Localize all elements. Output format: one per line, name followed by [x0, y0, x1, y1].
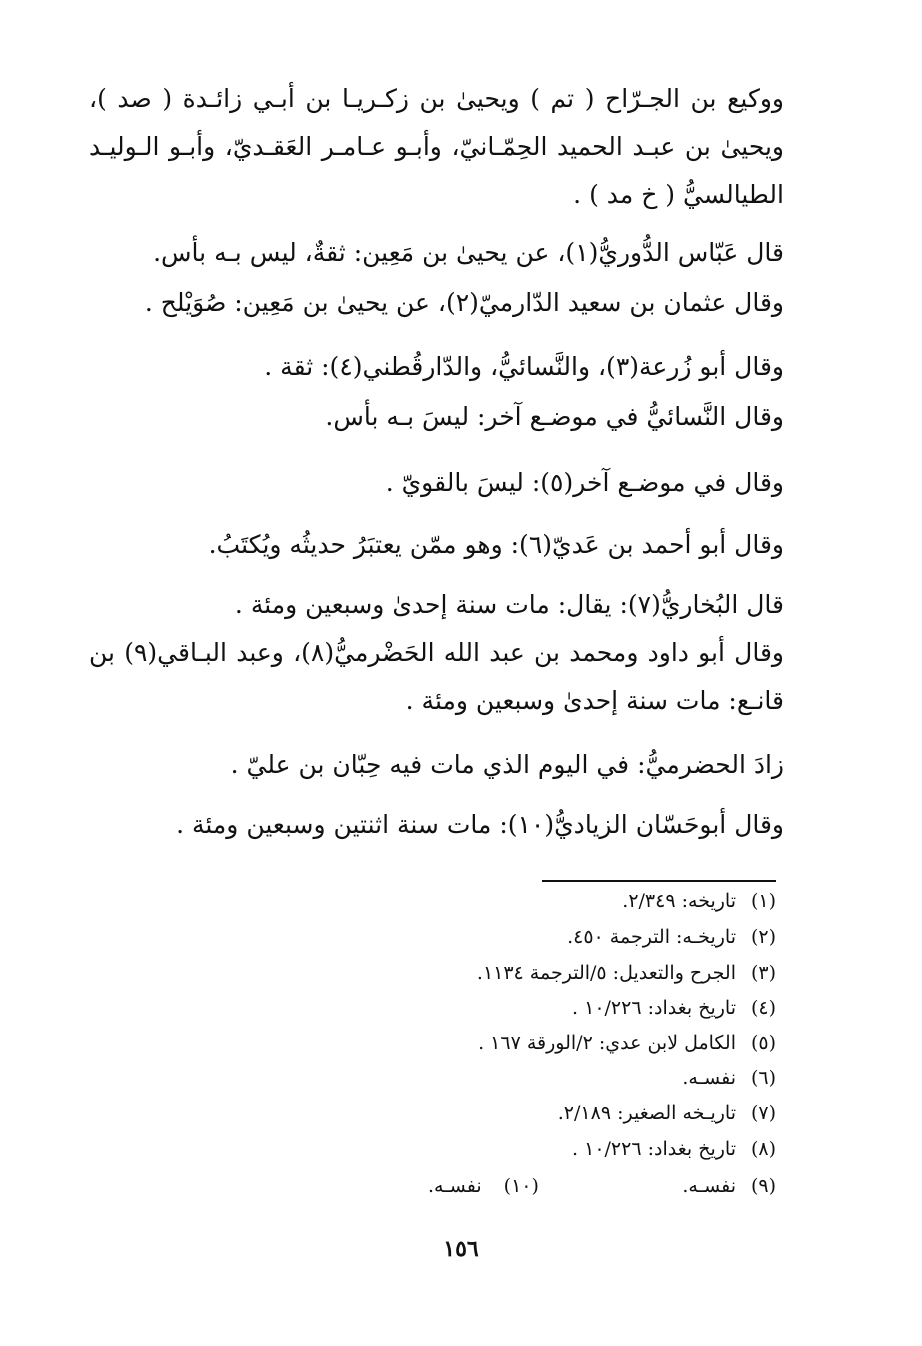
footnote-text: تاريخ بغداد: ١٠/٢٢٦ .: [572, 997, 736, 1019]
footnote-text: تاريـخه الصغير: ٢/١٨٩.: [557, 1102, 736, 1124]
footnote-number: (٤): [750, 997, 776, 1019]
footnote-text: نفسـه.: [428, 1175, 482, 1197]
footnote-number: (٩): [750, 1175, 776, 1197]
footnote: [572, 997, 776, 1019]
page-number: ١٥٦: [443, 1236, 479, 1262]
text-line: قانـع: مات سنة إحدىٰ وسبعين ومئة .: [405, 686, 784, 715]
footnote: [478, 1032, 776, 1054]
footnote-number: (١٠): [503, 1175, 539, 1197]
footnote-text: الجرح والتعديل: ٥/الترجمة ١١٣٤.: [476, 962, 736, 984]
footnote-number: (٢): [750, 926, 776, 948]
footnote-text: نفسـه.: [682, 1067, 736, 1089]
text-line: زادَ الحضرميُّ: في اليوم الذي مات فيه حِبّان بن عليّ .: [230, 750, 784, 779]
footnote: [428, 1175, 539, 1197]
footnote: [558, 1102, 776, 1124]
footnote-text: تاريخه: ٢/٣٤٩.: [622, 890, 736, 912]
text-line: وقال النَّسائيُّ في موضـع آخر: ليسَ بـه بأس.: [325, 402, 784, 431]
footnote: [572, 1138, 776, 1160]
footnote: [682, 1067, 776, 1089]
text-line: وقال أبو أحمد بن عَديّ(٦): وهو ممّن يعتبَرُ حديثُه ويُكتَبُ.: [208, 530, 784, 559]
footnote-text: تاريخـه: الترجمة ٤٥٠.: [567, 926, 736, 948]
footnote-text: تاريخ بغداد: ١٠/٢٢٦ .: [572, 1138, 736, 1160]
text-line: وقال أبو زُرعة(٣)، والنَّسائيُّ، والدّارقُطني(٤): ثقة .: [264, 352, 784, 381]
text-line: ويحيىٰ بن عبـد الحميد الحِمّـانيّ، وأبـو عـامـر العَقـديّ، وأبـو الـوليـد: [89, 132, 784, 161]
footnote-text: الكامل لابن عدي: ٢/الورقة ١٦٧ .: [478, 1032, 736, 1054]
footnote: [622, 890, 776, 912]
text-line: قال عَبّاس الدُّوريُّ(١)، عن يحيىٰ بن مَعِين: ثقةٌ، ليس بـه بأس.: [153, 238, 784, 267]
text-line: وقال أبوحَسّان الزياديُّ(١٠): مات سنة اثنتين وسبعين ومئة .: [176, 810, 784, 839]
footnote-number: (١): [750, 890, 776, 912]
text-line: وقال أبو داود ومحمد بن عبد الله الحَضْرميُّ(٨)، وعبد البـاقي(٩) بن: [89, 638, 784, 667]
footnote-separator: [542, 880, 776, 882]
text-line: الطيالسيُّ ( خ مد ) .: [573, 180, 784, 209]
footnote: [567, 926, 776, 948]
footnote-number: (٧): [750, 1102, 776, 1124]
footnote: [682, 1175, 776, 1197]
footnote-text: نفسـه.: [682, 1175, 736, 1197]
text-line: وقال عثمان بن سعيد الدّارميّ(٢)، عن يحيىٰ بن مَعِين: صُوَيْلح .: [144, 288, 784, 317]
text-line: قال البُخاريُّ(٧): يقال: مات سنة إحدىٰ وسبعين ومئة .: [234, 590, 784, 619]
footnote: [477, 962, 776, 984]
footnote-number: (٨): [750, 1138, 776, 1160]
text-line: وقال في موضـع آخر(٥): ليسَ بالقويّ .: [385, 468, 784, 497]
footnote-number: (٣): [750, 962, 776, 984]
text-line: ووكيع بن الجـرّاح ( تم ) ويحيىٰ بن زكـريـا بن أبـي زائـدة ( صد )،: [89, 84, 784, 113]
footnote-number: (٥): [750, 1032, 776, 1054]
footnote-number: (٦): [750, 1067, 776, 1089]
